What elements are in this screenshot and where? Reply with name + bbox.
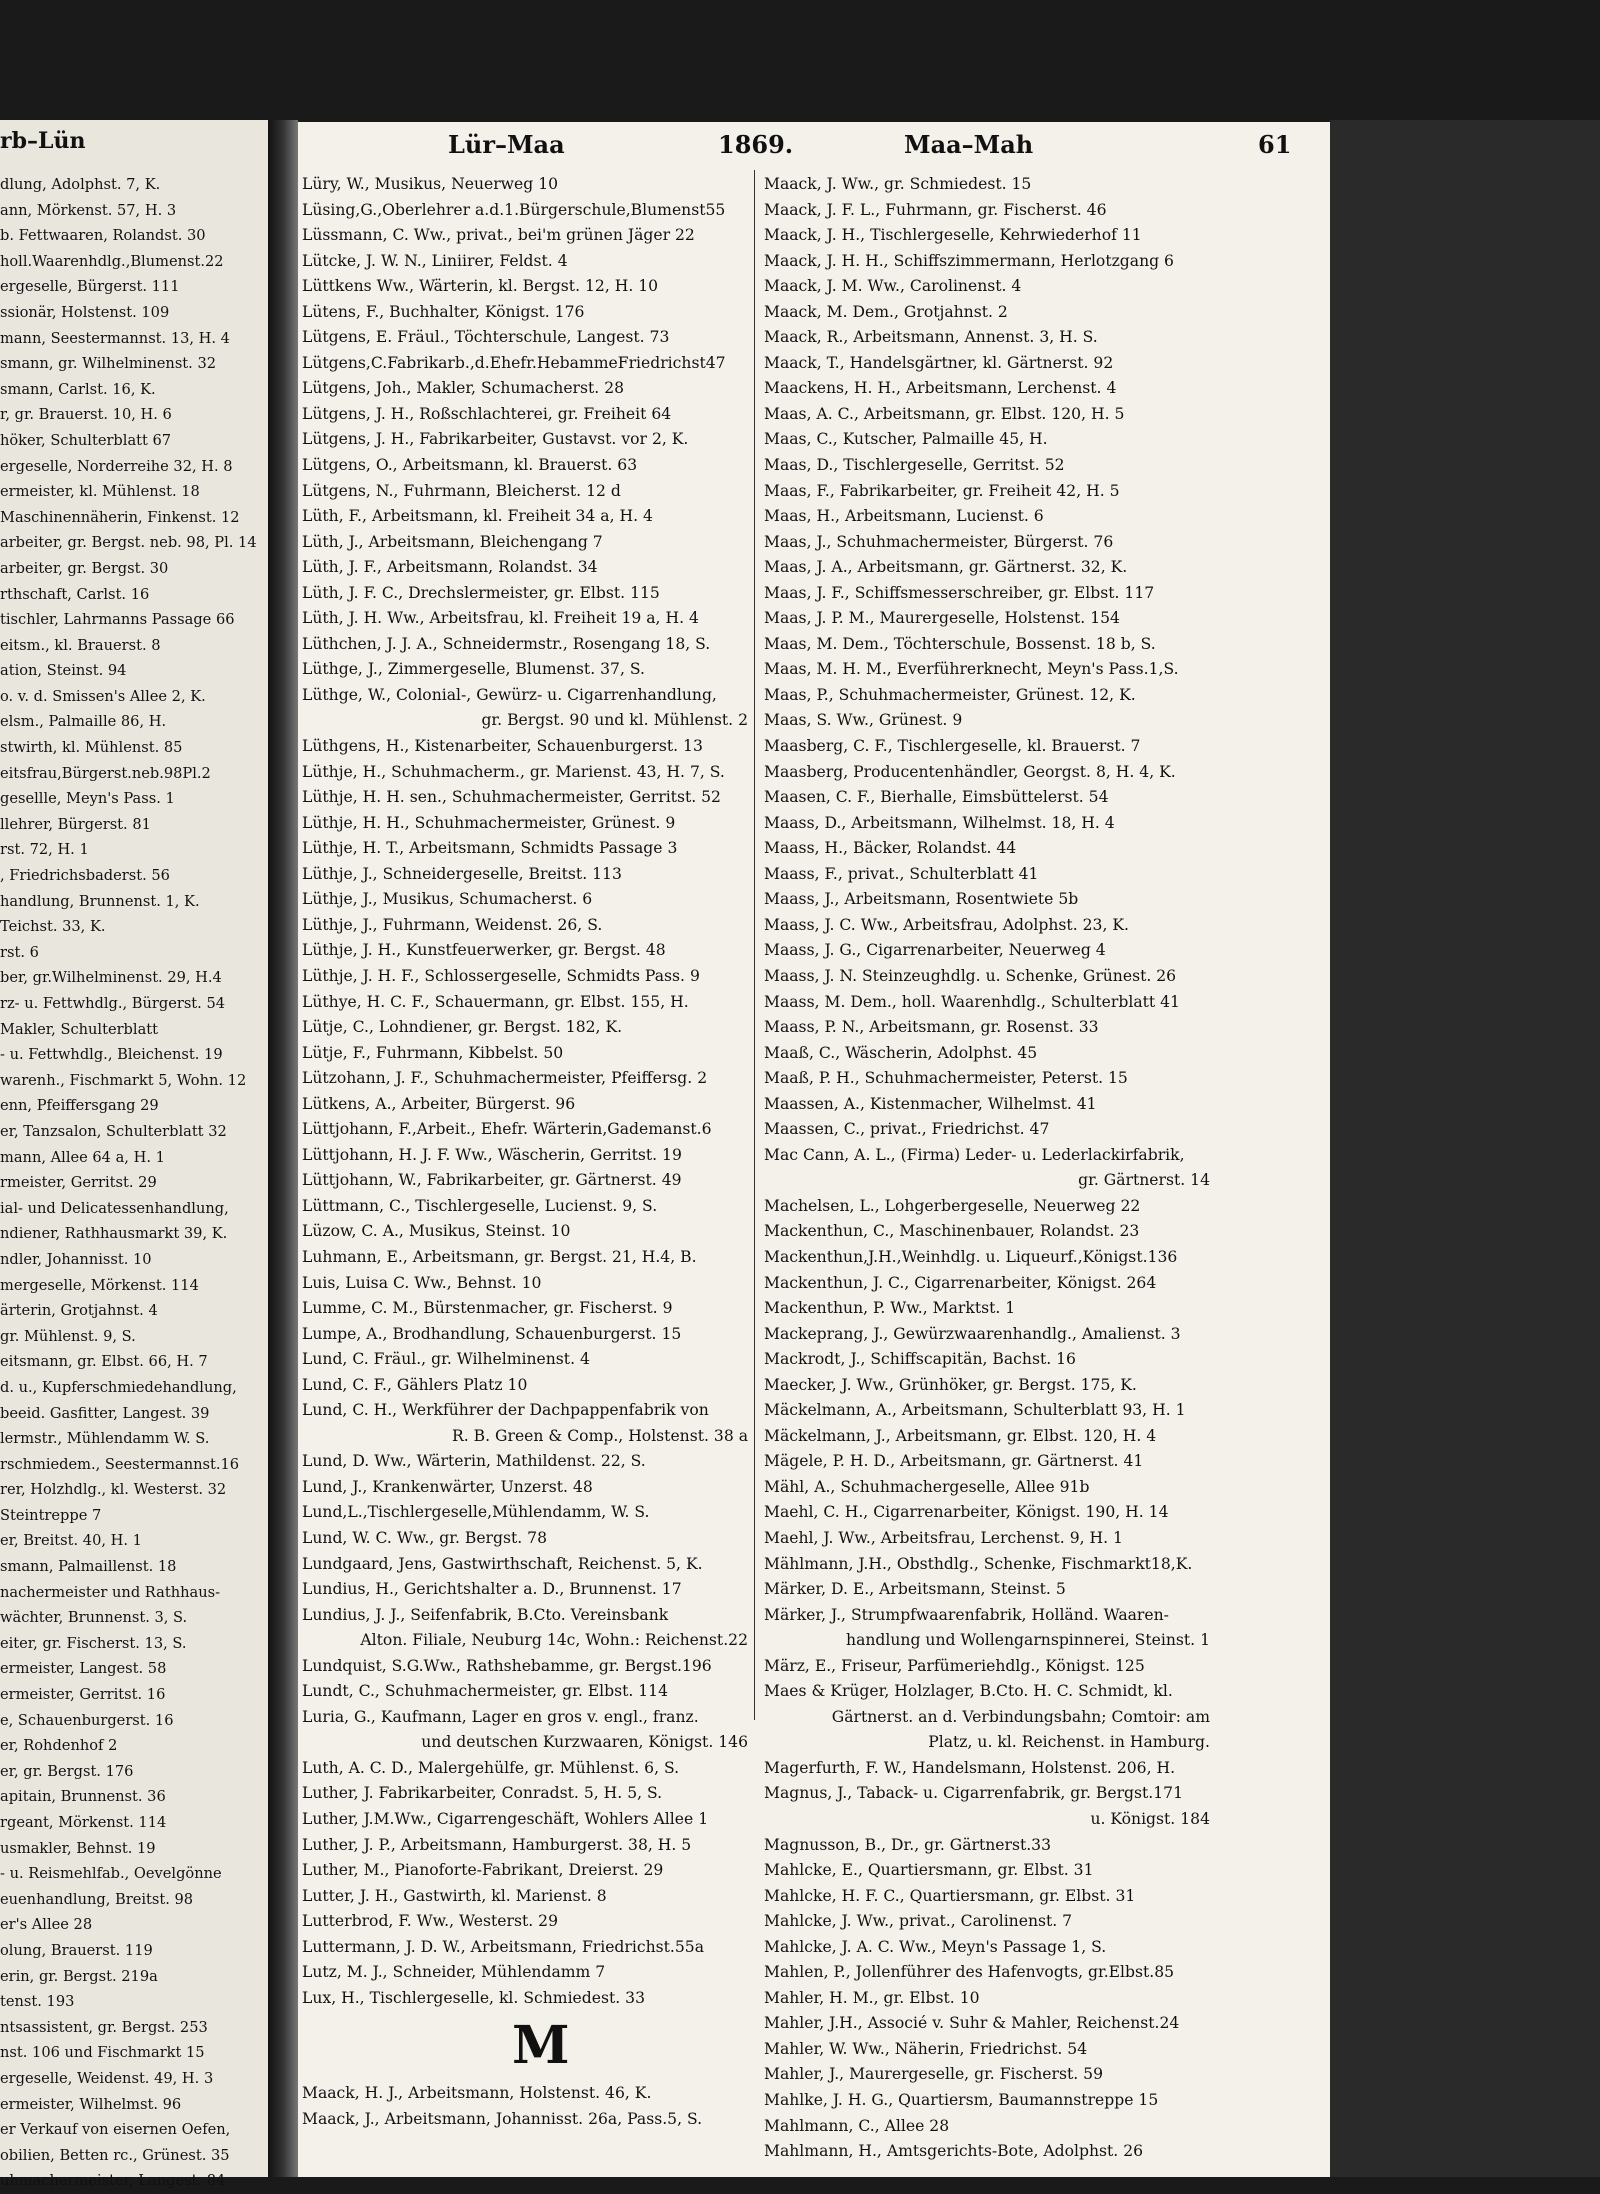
directory-entry: gr. Bergst. 90 und kl. Mühlenst. 2: [481, 711, 748, 730]
directory-entry: Mahlcke, J. Ww., privat., Carolinenst. 7: [764, 1912, 1073, 1931]
left-page-line: mann, Seestermannst. 13, H. 4: [0, 329, 230, 347]
directory-entry: Maasen, C. F., Bierhalle, Eimsbüttelerst. 54: [764, 788, 1109, 807]
left-page-line: mann, Allee 64 a, H. 1: [0, 1148, 165, 1166]
directory-entry: Lüthje, H., Schuhmacherm., gr. Marienst. 43, H. 7, S.: [302, 762, 725, 781]
directory-entry: Luth, A. C. D., Malergehülfe, gr. Mühlenst. 6, S.: [302, 1758, 680, 1777]
directory-entry: Lund, J., Krankenwärter, Unzerst. 48: [302, 1477, 593, 1496]
left-page-line: - u. Fettwhdlg., Bleichenst. 19: [0, 1046, 223, 1064]
directory-entry: Lütkens, A., Arbeiter, Bürgerst. 96: [302, 1094, 576, 1113]
directory-entry: Mägele, P. H. D., Arbeitsmann, gr. Gärtnerst. 41: [764, 1452, 1144, 1471]
column-divider: [754, 170, 755, 1720]
scan-background: [1330, 120, 1600, 2177]
page-header: [298, 130, 1330, 160]
directory-entry: Maack, J. H. H., Schiffszimmermann, Herlotzgang 6: [764, 251, 1174, 270]
left-page-line: ergeselle, Norderreihe 32, H. 8: [0, 457, 233, 475]
directory-entry: Maas, M. Dem., Töchterschule, Bossenst. 18 b, S.: [764, 634, 1156, 653]
left-page-line: rer, Holzhdlg., kl. Westerst. 32: [0, 1481, 227, 1499]
directory-entry: Lütgens, J. H., Roßschlachterei, gr. Freiheit 64: [302, 404, 672, 423]
directory-entry: Mahlcke, H. F. C., Quartiersmann, gr. Elbst. 31: [764, 1886, 1136, 1905]
left-page-line: o. v. d. Smissen's Allee 2, K.: [0, 687, 206, 705]
directory-entry: Maes & Krüger, Holzlager, B.Cto. H. C. Schmidt, kl.: [764, 1682, 1173, 1701]
directory-entry: Lütje, C., Lohndiener, gr. Bergst. 182, K.: [302, 1018, 623, 1037]
directory-entry: Lüthje, H. T., Arbeitsmann, Schmidts Passage 3: [302, 839, 678, 858]
left-page-line: smann, Carlst. 16, K.: [0, 380, 156, 398]
directory-entry: Maack, J. H., Tischlergeselle, Kehrwiederhof 11: [764, 226, 1142, 245]
directory-entry: Lüttmann, C., Tischlergeselle, Lucienst. 9, S.: [302, 1196, 658, 1215]
directory-entry: Mahler, J.H., Associé v. Suhr & Mahler, Reichenst.24: [764, 2014, 1180, 2033]
directory-entry: Maack, M. Dem., Grotjahnst. 2: [764, 302, 1008, 321]
directory-entry: Lüthje, J., Fuhrmann, Weidenst. 26, S.: [302, 915, 603, 934]
directory-entry: Lüth, J., Arbeitsmann, Bleichengang 7: [302, 532, 603, 551]
directory-entry: Maassen, C., privat., Friedrichst. 47: [764, 1120, 1050, 1139]
directory-entry: Lundius, H., Gerichtshalter a. D., Brunnenst. 17: [302, 1580, 682, 1599]
directory-entry: Mahler, H. M., gr. Elbst. 10: [764, 1988, 980, 2007]
left-page-line: apitain, Brunnenst. 36: [0, 1788, 166, 1806]
directory-entry: Maass, D., Arbeitsmann, Wilhelmst. 18, H. 4: [764, 813, 1115, 832]
directory-entry: Maass, H., Bäcker, Rolandst. 44: [764, 839, 1017, 858]
book-gutter: [268, 120, 298, 2177]
directory-entry: Mackenthun, P. Ww., Marktst. 1: [764, 1299, 1016, 1318]
left-page-line: ssionär, Holstenst. 109: [0, 303, 170, 321]
directory-entry: Maas, M. H. M., Everführerknecht, Meyn's Pass.1,S.: [764, 660, 1179, 679]
left-page-line: eitsmann, gr. Elbst. 66, H. 7: [0, 1353, 208, 1371]
left-page-line: tischler, Lahrmanns Passage 66: [0, 611, 235, 629]
left-page-line: eitsfrau,Bürgerst.neb.98Pl.2: [0, 764, 211, 782]
left-page-line: Steintreppe 7: [0, 1506, 102, 1524]
directory-entry: Maaß, C., Wäscherin, Adolphst. 45: [764, 1043, 1038, 1062]
left-page-line: Maschinennäherin, Finkenst. 12: [0, 508, 240, 526]
header-left-range: Lür–Maa: [448, 130, 565, 159]
directory-entry: März, E., Friseur, Parfümeriehdlg., Königst. 125: [764, 1656, 1145, 1675]
left-page-line: lermstr., Mühlendamm W. S.: [0, 1430, 210, 1448]
directory-entry: Lützohann, J. F., Schuhmachermeister, Pfeiffersg. 2: [302, 1069, 708, 1088]
directory-entry: Mahler, J., Maurergeselle, gr. Fischerst. 59: [764, 2065, 1104, 2084]
left-page-line: usmakler, Behnst. 19: [0, 1839, 156, 1857]
directory-entry: Mahlmann, C., Allee 28: [764, 2116, 950, 2135]
left-page-line: tenst. 193: [0, 1993, 75, 2011]
directory-entry: Lüthje, J., Schneidergeselle, Breitst. 113: [302, 864, 622, 883]
left-page-line: ergeselle, Weidenst. 49, H. 3: [0, 2069, 214, 2087]
directory-entry: Lüthgens, H., Kistenarbeiter, Schauenburgerst. 13: [302, 737, 703, 756]
left-page-line: er, Rohdenhof 2: [0, 1737, 118, 1755]
directory-entry: Maack, T., Handelsgärtner, kl. Gärtnerst. 92: [764, 353, 1114, 372]
left-page-line: , Friedrichsbaderst. 56: [0, 867, 170, 885]
directory-entry: Lütgens, J. H., Fabrikarbeiter, Gustavst. vor 2, K.: [302, 430, 689, 449]
directory-entry: Lux, H., Tischlergeselle, kl. Schmiedest. 33: [302, 1988, 646, 2007]
directory-entry: Lutter, J. H., Gastwirth, kl. Marienst. 8: [302, 1886, 607, 1905]
directory-entry: Magnus, J., Taback- u. Cigarrenfabrik, gr. Bergst.171: [764, 1784, 1183, 1803]
directory-entry: Lüthge, W., Colonial-, Gewürz- u. Cigarrenhandlung,: [302, 685, 717, 704]
directory-entry: Mac Cann, A. L., (Firma) Leder- u. Lederlackirfabrik,: [764, 1145, 1185, 1164]
left-page-line: rschmiedem., Seestermannst.16: [0, 1455, 240, 1473]
directory-entry: Lüthye, H. C. F., Schauermann, gr. Elbst. 155, H.: [302, 992, 689, 1011]
directory-entry: Alton. Filiale, Neuburg 14c, Wohn.: Reichenst.22: [360, 1631, 748, 1650]
directory-entry: Mackenthun, J. C., Cigarrenarbeiter, Königst. 264: [764, 1273, 1157, 1292]
directory-page: [298, 122, 1330, 2177]
left-page-line: rmeister, Gerritst. 29: [0, 1174, 157, 1192]
directory-entry: Platz, u. kl. Reichenst. in Hamburg.: [928, 1733, 1210, 1752]
directory-entry: Luther, M., Pianoforte-Fabrikant, Dreierst. 29: [302, 1861, 664, 1880]
directory-entry: Maas, C., Kutscher, Palmaille 45, H.: [764, 430, 1048, 449]
left-page-line: Makler, Schulterblatt: [0, 1020, 158, 1038]
directory-entry: Lundius, J. J., Seifenfabrik, B.Cto. Vereinsbank: [302, 1605, 669, 1624]
directory-entry: Maas, J. F., Schiffsmesserschreiber, gr. Elbst. 117: [764, 583, 1155, 602]
left-page-line: elsm., Palmaille 86, H.: [0, 713, 167, 731]
directory-entry: Maass, M. Dem., holl. Waarenhdlg., Schulterblatt 41: [764, 992, 1180, 1011]
left-page-line: ermeister, Gerritst. 16: [0, 1686, 166, 1704]
directory-entry: Maass, J. C. Ww., Arbeitsfrau, Adolphst. 23, K.: [764, 915, 1129, 934]
left-page-line: - u. Reismehlfab., Oevelgönne: [0, 1865, 222, 1883]
left-page-line: rthschaft, Carlst. 16: [0, 585, 150, 603]
left-page-line: handlung, Brunnenst. 1, K.: [0, 892, 200, 910]
left-page-line: er's Allee 28: [0, 1916, 93, 1934]
left-page-line: eitsm., kl. Brauerst. 8: [0, 636, 161, 654]
left-page-line: warenh., Fischmarkt 5, Wohn. 12: [0, 1071, 247, 1089]
left-page-line: gesellle, Meyn's Pass. 1: [0, 790, 175, 808]
directory-entry: Lund, C. H., Werkführer der Dachpappenfabrik von: [302, 1401, 709, 1420]
directory-entry: Mahlke, J. H. G., Quartiersm, Baumannstreppe 15: [764, 2091, 1159, 2110]
directory-entry: Lütgens, O., Arbeitsmann, kl. Brauerst. 63: [302, 456, 638, 475]
left-page-line: smann, gr. Wilhelminenst. 32: [0, 355, 217, 373]
directory-entry: Maack, H. J., Arbeitsmann, Holstenst. 46, K.: [302, 2084, 652, 2103]
directory-entry: Maehl, J. Ww., Arbeitsfrau, Lerchenst. 9, H. 1: [764, 1528, 1123, 1547]
directory-entry: Machelsen, L., Lohgerbergeselle, Neuerweg 22: [764, 1196, 1141, 1215]
directory-entry: Maas, F., Fabrikarbeiter, gr. Freiheit 42, H. 5: [764, 481, 1120, 500]
directory-entry: Maass, F., privat., Schulterblatt 41: [764, 864, 1039, 883]
directory-entry: Mahlen, P., Jollenführer des Hafenvogts, gr.Elbst.85: [764, 1963, 1175, 1982]
left-page-line: er, Breitst. 40, H. 1: [0, 1532, 142, 1550]
left-page-line: beeid. Gasfitter, Langest. 39: [0, 1404, 210, 1422]
left-page-line: ergeselle, Bürgerst. 111: [0, 278, 180, 296]
left-page-line: nachermeister und Rathhaus-: [0, 1583, 221, 1601]
directory-entry: Maas, A. C., Arbeitsmann, gr. Elbst. 120, H. 5: [764, 404, 1125, 423]
directory-entry: Maackens, H. H., Arbeitsmann, Lerchenst. 4: [764, 379, 1117, 398]
directory-entry: Mähl, A., Schuhmachergeselle, Allee 91b: [764, 1477, 1090, 1496]
directory-entry: Lütgens, Joh., Makler, Schumacherst. 28: [302, 379, 625, 398]
left-page-line: höker, Schulterblatt 67: [0, 431, 172, 449]
left-page-line: rz- u. Fettwhdlg., Bürgerst. 54: [0, 995, 226, 1012]
left-page-line: ndiener, Rathhausmarkt 39, K.: [0, 1225, 228, 1243]
header-right-range: Maa–Mah: [904, 130, 1034, 159]
directory-entry: Lüsing,G.,Oberlehrer a.d.1.Bürgerschule,Blumenst55: [302, 200, 726, 219]
directory-entry: Lüttjohann, F.,Arbeit., Ehefr. Wärterin,Gademanst.6: [302, 1120, 712, 1139]
left-page-column: [0, 172, 262, 2194]
directory-entry: Lund, C. F., Gählers Platz 10: [302, 1375, 528, 1394]
directory-entry: Lüthje, H. H. sen., Schuhmachermeister, Gerritst. 52: [302, 788, 721, 807]
directory-entry: Lüthje, J., Musikus, Schumacherst. 6: [302, 890, 593, 909]
directory-entry: Maas, J. P. M., Maurergeselle, Holstenst. 154: [764, 609, 1120, 628]
left-page-line: ärterin, Grotjahnst. 4: [0, 1302, 158, 1320]
left-page-line: ermeister, kl. Mühlenst. 18: [0, 483, 200, 501]
directory-entry: Maass, P. N., Arbeitsmann, gr. Rosenst. 33: [764, 1018, 1099, 1037]
directory-entry: Mackenthun,J.H.,Weinhdlg. u. Liqueurf.,Königst.136: [764, 1247, 1178, 1266]
directory-entry: Lüthje, H. H., Schuhmachermeister, Grünest. 9: [302, 813, 676, 832]
directory-entry: Lüry, W., Musikus, Neuerweg 10: [302, 175, 559, 193]
directory-entry: Lüthje, J. H. F., Schlossergeselle, Schmidts Pass. 9: [302, 966, 700, 985]
directory-entry: Maehl, C. H., Cigarrenarbeiter, Königst. 190, H. 14: [764, 1503, 1169, 1522]
left-page-line: nst. 106 und Fischmarkt 15: [0, 2044, 205, 2062]
left-page-line: ann, Mörkenst. 57, H. 3: [0, 201, 177, 219]
directory-entry: Lütgens, N., Fuhrmann, Bleicherst. 12 d: [302, 481, 621, 500]
left-page-line: stwirth, kl. Mühlenst. 85: [0, 739, 183, 757]
left-page-line: rgeant, Mörkenst. 114: [0, 1814, 167, 1831]
directory-entry: Mählmann, J.H., Obsthdlg., Schenke, Fischmarkt18,K.: [764, 1554, 1193, 1573]
directory-entry: Lüth, F., Arbeitsmann, kl. Freiheit 34 a, H. 4: [302, 507, 653, 526]
directory-entry: Lütgens,C.Fabrikarb.,d.Ehefr.HebammeFriedrichst47: [302, 353, 726, 372]
directory-entry: Lutz, M. J., Schneider, Mühlendamm 7: [302, 1963, 606, 1982]
directory-entry: Lundgaard, Jens, Gastwirthschaft, Reichenst. 5, K.: [302, 1554, 703, 1573]
directory-entry: Maack, J., Arbeitsmann, Johannisst. 26a, Pass.5, S.: [302, 2109, 703, 2128]
left-page-line: er, gr. Bergst. 176: [0, 1762, 134, 1780]
left-page-line: olung, Brauerst. 119: [0, 1941, 153, 1959]
directory-entry: R. B. Green & Comp., Holstenst. 38 a: [452, 1426, 748, 1445]
directory-entry: Lumme, C. M., Bürstenmacher, gr. Fischerst. 9: [302, 1299, 673, 1318]
left-page-line: wächter, Brunnenst. 3, S.: [0, 1609, 188, 1627]
directory-entry: Lund, D. Ww., Wärterin, Mathildenst. 22, S.: [302, 1452, 646, 1471]
directory-entry: Mahlcke, J. A. C. Ww., Meyn's Passage 1, S.: [764, 1937, 1107, 1956]
directory-entry: Lütens, F., Buchhalter, Königst. 176: [302, 302, 585, 321]
directory-column-2: [764, 172, 1210, 2165]
directory-entry: Maass, J., Arbeitsmann, Rosentwiete 5b: [764, 890, 1079, 909]
directory-entry: Lüssmann, C. Ww., privat., bei'm grünen Jäger 22: [302, 226, 695, 245]
directory-entry: Mäckelmann, J., Arbeitsmann, gr. Elbst. 120, H. 4: [764, 1426, 1157, 1445]
left-page-line: ermeister, Langest. 58: [0, 1660, 167, 1678]
directory-entry: Mackrodt, J., Schiffscapitän, Bachst. 16: [764, 1350, 1076, 1369]
directory-entry: Märker, D. E., Arbeitsmann, Steinst. 5: [764, 1580, 1066, 1599]
directory-entry: Lumpe, A., Brodhandlung, Schauenburgerst. 15: [302, 1324, 682, 1343]
directory-entry: Mahlmann, H., Amtsgerichts-Bote, Adolphst. 26: [764, 2142, 1144, 2161]
directory-entry: Lundt, C., Schuhmachermeister, gr. Elbst. 114: [302, 1682, 669, 1701]
directory-entry: Gärtnerst. an d. Verbindungsbahn; Comtoir: am: [831, 1707, 1210, 1726]
left-page-line: dlung, Adolphst. 7, K.: [0, 176, 161, 193]
directory-entry: Lund, W. C. Ww., gr. Bergst. 78: [302, 1528, 548, 1547]
directory-entry: Luria, G., Kaufmann, Lager en gros v. engl., franz.: [302, 1707, 699, 1726]
left-page-line: obilien, Betten rc., Grünest. 35: [0, 2146, 230, 2164]
directory-entry: Lund,L.,Tischlergeselle,Mühlendamm, W. S.: [302, 1503, 650, 1522]
left-page-line: r, gr. Brauerst. 10, H. 6: [0, 406, 172, 424]
directory-entry: gr. Gärtnerst. 14: [1078, 1171, 1210, 1190]
directory-entry: Lüttkens Ww., Wärterin, kl. Bergst. 12, H. 10: [302, 277, 659, 296]
directory-entry: Lüth, J. H. Ww., Arbeitsfrau, kl. Freiheit 19 a, H. 4: [302, 609, 699, 628]
left-page-line: ber, gr.Wilhelminenst. 29, H.4: [0, 969, 222, 987]
left-page-line: mergeselle, Mörkenst. 114: [0, 1276, 199, 1294]
directory-entry: u. Königst. 184: [1090, 1810, 1210, 1828]
directory-entry: Luhmann, E., Arbeitsmann, gr. Bergst. 21, H.4, B.: [302, 1247, 697, 1266]
directory-entry: Lüthchen, J. J. A., Schneidermstr., Rosengang 18, S.: [302, 634, 711, 653]
directory-entry: Lüth, J. F. C., Drechslermeister, gr. Elbst. 115: [302, 583, 660, 602]
directory-entry: Maack, J. M. Ww., Carolinenst. 4: [764, 277, 1022, 296]
left-page-line: b. Fettwaaren, Rolandst. 30: [0, 227, 206, 245]
directory-entry: Lüth, J. F., Arbeitsmann, Rolandst. 34: [302, 558, 598, 577]
directory-entry: Maas, J. A., Arbeitsmann, gr. Gärtnerst. 32, K.: [764, 558, 1128, 577]
left-page-header: rb–Lün: [0, 128, 86, 154]
left-page-line: e, Schauenburgerst. 16: [0, 1711, 174, 1729]
directory-entry: Maass, J. G., Cigarrenarbeiter, Neuerweg 4: [764, 941, 1106, 960]
left-page-line: d. u., Kupferschmiedehandlung,: [0, 1378, 237, 1396]
directory-entry: Maasberg, Producentenhändler, Georgst. 8, H. 4, K.: [764, 762, 1176, 781]
directory-entry: Maas, D., Tischlergeselle, Gerritst. 52: [764, 456, 1065, 475]
left-page-line: eiter, gr. Fischerst. 13, S.: [0, 1634, 187, 1652]
left-page-line: Teichst. 33, K.: [0, 918, 106, 936]
directory-entry: Maecker, J. Ww., Grünhöker, gr. Bergst. 175, K.: [764, 1375, 1137, 1394]
directory-entry: Mäckelmann, A., Arbeitsmann, Schulterblatt 93, H. 1: [764, 1401, 1186, 1420]
directory-entry: Lüttjohann, H. J. F. Ww., Wäscherin, Gerritst. 19: [302, 1145, 682, 1164]
left-page-line: enn, Pfeiffersgang 29: [0, 1097, 159, 1115]
directory-entry: Lütcke, J. W. N., Liniirer, Feldst. 4: [302, 251, 568, 270]
left-page-line: ation, Steinst. 94: [0, 662, 127, 680]
directory-entry: Luther, J.M.Ww., Cigarrengeschäft, Wohlers Allee 1: [302, 1810, 709, 1828]
left-page-line: ial- und Delicatessenhandlung,: [0, 1199, 229, 1217]
directory-entry: Lüzow, C. A., Musikus, Steinst. 10: [302, 1222, 571, 1241]
directory-entry: Lüthje, J. H., Kunstfeuerwerker, gr. Bergst. 48: [302, 941, 666, 960]
left-page-line: uhmachermeister, Langest. 84: [0, 2172, 226, 2190]
left-page-line: er, Tanzsalon, Schulterblatt 32: [0, 1122, 227, 1140]
directory-entry: Lütgens, E. Fräul., Töchterschule, Langest. 73: [302, 328, 670, 347]
directory-entry: Luttermann, J. D. W., Arbeitsmann, Friedrichst.55a: [302, 1937, 705, 1956]
directory-entry: Maasberg, C. F., Tischlergeselle, kl. Brauerst. 7: [764, 737, 1141, 756]
left-page-line: smann, Palmaillenst. 18: [0, 1558, 177, 1576]
directory-entry: Maack, J. Ww., gr. Schmiedest. 15: [764, 175, 1032, 193]
directory-entry: Maas, S. Ww., Grünest. 9: [764, 711, 963, 730]
directory-entry: Maassen, A., Kistenmacher, Wilhelmst. 41: [764, 1094, 1097, 1113]
header-year: 1869.: [718, 130, 794, 159]
directory-entry: Maack, J. F. L., Fuhrmann, gr. Fischerst. 46: [764, 200, 1107, 219]
directory-entry: Mackeprang, J., Gewürzwaarenhandlg., Amalienst. 3: [764, 1324, 1181, 1343]
left-page-line: ndler, Johannisst. 10: [0, 1250, 152, 1268]
directory-entry: Mackenthun, C., Maschinenbauer, Rolandst. 23: [764, 1222, 1140, 1241]
directory-entry: Lund, C. Fräul., gr. Wilhelminenst. 4: [302, 1350, 590, 1369]
directory-entry: Mahler, W. Ww., Näherin, Friedrichst. 54: [764, 2039, 1088, 2058]
section-letter: M: [512, 2015, 570, 2077]
left-page-line: er Verkauf von eisernen Oefen,: [0, 2121, 231, 2139]
directory-entry: Lüthge, J., Zimmergeselle, Blumenst. 37, S.: [302, 660, 645, 679]
directory-entry: Mahlcke, E., Quartiersmann, gr. Elbst. 31: [764, 1861, 1094, 1880]
directory-entry: Lutterbrod, F. Ww., Westerst. 29: [302, 1912, 558, 1931]
directory-entry: Maas, P., Schuhmachermeister, Grünest. 12, K.: [764, 685, 1136, 704]
directory-column-1: [302, 172, 748, 2132]
left-page-line: ermeister, Wilhelmst. 96: [0, 2095, 182, 2113]
directory-entry: Maass, J. N. Steinzeughdlg. u. Schenke, Grünest. 26: [764, 966, 1177, 985]
left-page-fragment: [0, 120, 268, 2190]
left-page-line: rst. 6: [0, 943, 39, 961]
left-page-line: ntsassistent, gr. Bergst. 253: [0, 2018, 208, 2036]
directory-entry: Maack, R., Arbeitsmann, Annenst. 3, H. S.: [764, 328, 1098, 347]
left-page-line: euenhandlung, Breitst. 98: [0, 1890, 194, 1908]
directory-entry: Märker, J., Strumpfwaarenfabrik, Holländ. Waaren-: [764, 1605, 1169, 1624]
directory-entry: Lütje, F., Fuhrmann, Kibbelst. 50: [302, 1043, 564, 1062]
directory-entry: und deutschen Kurzwaaren, Königst. 146: [421, 1733, 748, 1752]
directory-entry: Maas, H., Arbeitsmann, Lucienst. 6: [764, 507, 1044, 526]
left-page-line: llehrer, Bürgerst. 81: [0, 815, 151, 833]
page-number: 61: [1258, 130, 1292, 159]
left-page-line: arbeiter, gr. Bergst. neb. 98, Pl. 14: [0, 534, 257, 552]
directory-entry: Maaß, P. H., Schuhmachermeister, Peterst. 15: [764, 1069, 1128, 1088]
left-page-line: rst. 72, H. 1: [0, 841, 89, 859]
directory-entry: Magnusson, B., Dr., gr. Gärtnerst.33: [764, 1835, 1052, 1854]
directory-entry: Lüttjohann, W., Fabrikarbeiter, gr. Gärtnerst. 49: [302, 1171, 682, 1190]
left-page-line: gr. Mühlenst. 9, S.: [0, 1327, 136, 1345]
left-page-line: arbeiter, gr. Bergst. 30: [0, 559, 169, 577]
directory-entry: Luis, Luisa C. Ww., Behnst. 10: [302, 1273, 542, 1292]
left-page-line: holl.Waarenhdlg.,Blumenst.22: [0, 252, 224, 270]
directory-entry: Magerfurth, F. W., Handelsmann, Holstenst. 206, H.: [764, 1758, 1176, 1777]
left-page-line: erin, gr. Bergst. 219a: [0, 1967, 158, 1985]
directory-entry: Luther, J. Fabrikarbeiter, Conradst. 5, H. 5, S.: [302, 1784, 663, 1803]
directory-entry: Luther, J. P., Arbeitsmann, Hamburgerst. 38, H. 5: [302, 1835, 692, 1854]
directory-entry: handlung und Wollengarnspinnerei, Steinst. 1: [846, 1631, 1210, 1650]
directory-entry: Maas, J., Schuhmachermeister, Bürgerst. 76: [764, 532, 1114, 551]
directory-entry: Lundquist, S.G.Ww., Rathshebamme, gr. Bergst.196: [302, 1656, 712, 1675]
